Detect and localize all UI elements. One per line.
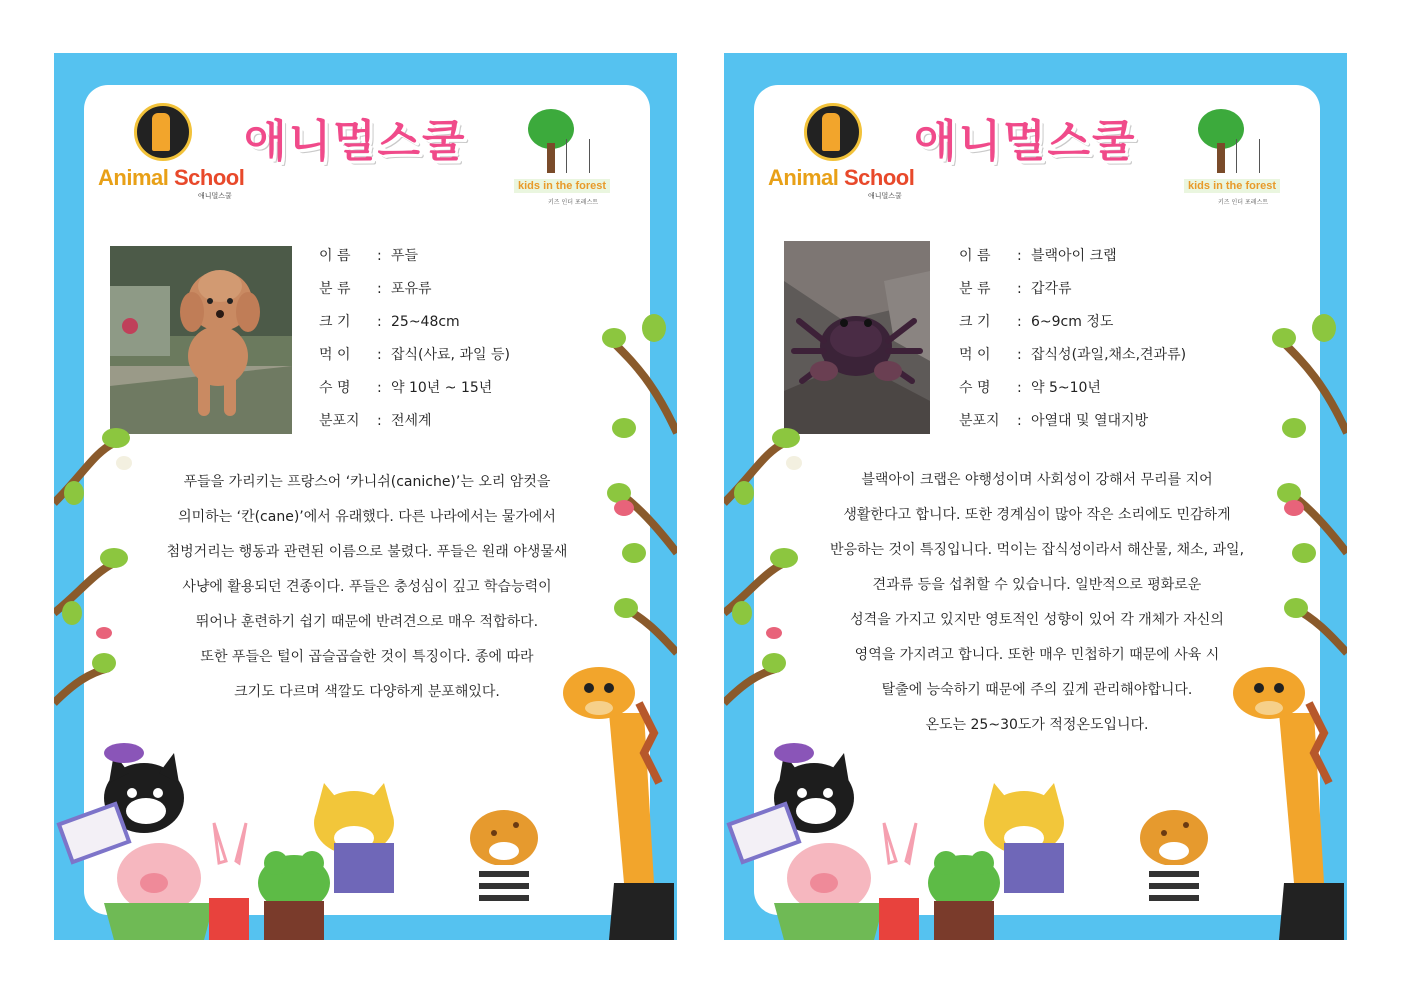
info-row-size: 크 기 : 25~48cm — [319, 314, 460, 330]
description-line: 사냥에 활용되던 견종이다. 푸들은 충성심이 깊고 학습능력이 — [182, 579, 552, 595]
info-row-lifespan: 수 명 : 약 10년 ~ 15년 — [319, 380, 493, 396]
info-row-class: 분 류 : 포유류 — [319, 281, 432, 297]
description-line: 생활한다고 합니다. 또한 경계심이 많아 작은 소리에도 민감하게 — [843, 507, 1231, 523]
info-row-lifespan: 수 명 : 약 5~10년 — [959, 380, 1101, 396]
cartoon-animals-illustration — [54, 53, 677, 940]
info-row-class: 분 류 : 갑각류 — [959, 281, 1072, 297]
animal-card-blackeye-crab — [724, 53, 1347, 940]
kids-in-the-forest-logo: kids in the forest 키즈 인더 포레스트 — [1184, 109, 1294, 209]
animal-school-logo: Animal School 애니멀스쿨 — [768, 103, 908, 213]
info-row-name: 이 름 : 블랙아이 크랩 — [959, 248, 1117, 264]
kids-in-the-forest-logo: kids in the forest 키즈 인더 포레스트 — [514, 109, 624, 209]
description-line: 블랙아이 크랩은 야행성이며 사회성이 강해서 무리를 지어 — [861, 472, 1213, 488]
description-line: 의미하는 ‘칸(cane)’에서 유래했다. 다른 나라에서는 물가에서 — [178, 509, 556, 525]
description-line: 탈출에 능숙하기 때문에 주의 깊게 관리해야합니다. — [881, 682, 1193, 698]
page-title: 애니멀스쿨 — [244, 116, 467, 167]
info-row-food: 먹 이 : 잡식(사료, 과일 등) — [319, 347, 510, 363]
description-line: 견과류 등을 섭취할 수 있습니다. 일반적으로 평화로운 — [872, 577, 1202, 593]
description-line: 첨벙거리는 행동과 관련된 이름으로 불렸다. 푸들은 원래 야생물새 — [166, 544, 568, 560]
info-row-habitat: 분포지 : 아열대 및 열대지방 — [959, 413, 1149, 429]
description-line: 푸들을 가리키는 프랑스어 ‘카니쉬(caniche)’는 오리 암컷을 — [183, 474, 551, 490]
info-row-food: 먹 이 : 잡식성(과일,채소,견과류) — [959, 347, 1187, 363]
description-line: 성격을 가지고 있지만 영토적인 성향이 있어 각 개체가 자신의 — [850, 612, 1224, 628]
info-row-habitat: 분포지 : 전세계 — [319, 413, 432, 429]
animal-school-logo: Animal School 애니멀스쿨 — [98, 103, 238, 213]
info-row-size: 크 기 : 6~9cm 정도 — [959, 314, 1114, 330]
page-title: 애니멀스쿨 — [914, 116, 1137, 167]
animal-card-poodle — [54, 53, 677, 940]
description-line: 또한 푸들은 털이 곱슬곱슬한 것이 특징이다. 종에 따라 — [200, 649, 534, 665]
description-line: 크기도 다르며 색깔도 다양하게 분포해있다. — [234, 684, 500, 700]
description-line: 온도는 25~30도가 적정온도입니다. — [925, 717, 1149, 733]
description-line: 반응하는 것이 특징입니다. 먹이는 잡식성이라서 해산물, 채소, 과일, — [829, 542, 1245, 558]
description-line: 영역을 가지려고 합니다. 또한 매우 민첩하기 때문에 사육 시 — [854, 647, 1220, 663]
info-row-name: 이 름 : 푸들 — [319, 248, 419, 264]
cartoon-animals-illustration — [724, 53, 1347, 940]
description-line: 뛰어나 훈련하기 쉽기 때문에 반려견으로 매우 적합하다. — [195, 614, 539, 630]
